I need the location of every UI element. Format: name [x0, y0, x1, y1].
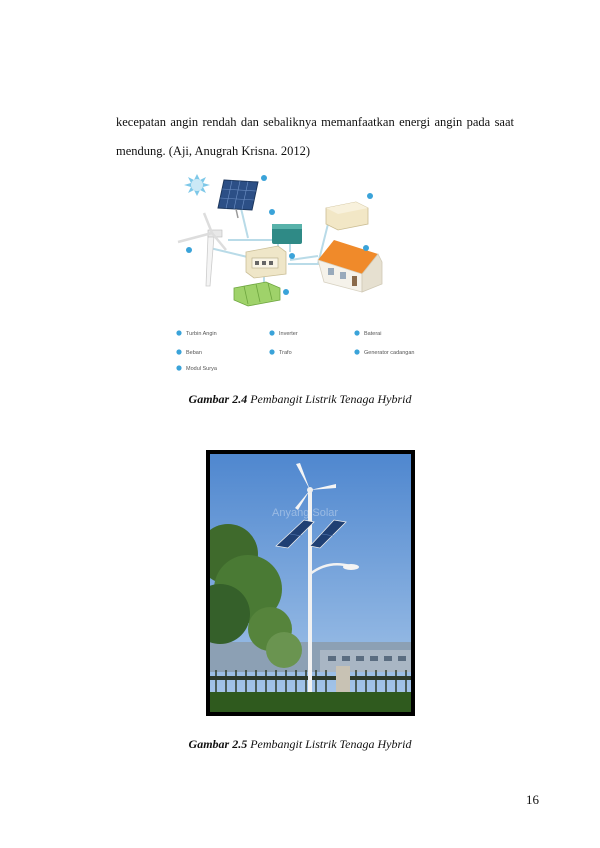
- trafo-icon: [246, 246, 286, 278]
- figure-2-5-title: Pembangit Listrik Tenaga Hybrid: [250, 737, 412, 751]
- page-number: 16: [526, 792, 539, 807]
- figure-2-4-caption: [0, 392, 600, 407]
- legend-beban: Beban: [186, 350, 202, 356]
- legend-baterai: Baterai: [364, 331, 382, 337]
- hybrid-system-diagram: [168, 168, 458, 378]
- diagram-legend: [176, 330, 414, 372]
- solar-panel-icon: [218, 180, 258, 218]
- legend-modul-surya: Modul Surya: [186, 366, 217, 372]
- legend-inverter: Inverter: [279, 331, 298, 337]
- hybrid-streetlight-photo: [206, 450, 415, 716]
- figure-2-5-label: Gambar 2.5: [188, 737, 248, 751]
- legend-generator-cadangan: Generator cadangan: [364, 350, 415, 356]
- figure-2-5-caption: [0, 737, 600, 752]
- figure-2-4-title: Pembangit Listrik Tenaga Hybrid: [250, 392, 412, 406]
- sun-icon: [184, 174, 210, 196]
- paragraph-line-2: mendung. (Aji, Anugrah Krisna. 2012): [116, 144, 311, 158]
- legend-trafo: Trafo: [279, 350, 292, 356]
- legend-turbin-angin: Turbin Angin: [186, 331, 217, 337]
- house-icon: [318, 240, 382, 292]
- street-lamp: [343, 564, 359, 570]
- generator-icon: [326, 202, 368, 230]
- figure-2-4-label: Gambar 2.4: [188, 392, 248, 406]
- battery-icon: [234, 282, 280, 306]
- photo-watermark: Anyang Solar: [272, 507, 339, 519]
- photo-illustration: [210, 454, 411, 712]
- paragraph-line-1: kecepatan angin rendah dan sebaliknya memanfaatkan energi angin pada saat: [116, 115, 514, 129]
- inverter-icon: [272, 224, 302, 244]
